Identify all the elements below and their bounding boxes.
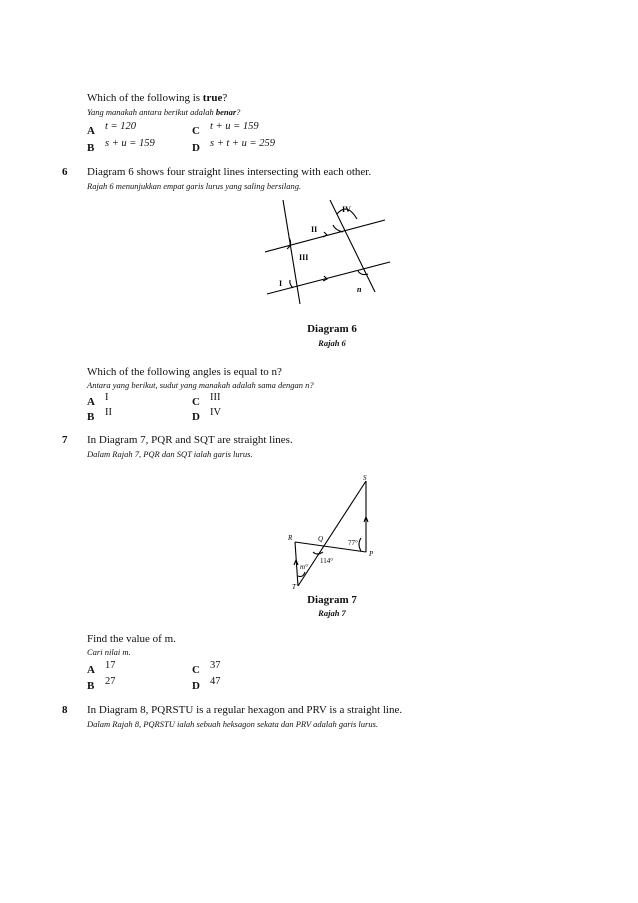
q6-question-translation: Antara yang berikut, sudut yang manakah adalah sama dengan n?	[87, 380, 314, 390]
q7-option-b[interactable]	[87, 676, 116, 694]
option-text: 17	[105, 660, 116, 671]
q7-option-d[interactable]	[192, 676, 221, 694]
q8-prompt: In Diagram 8, PQRSTU is a regular hexagon and PRV is a straight line.	[87, 704, 403, 716]
label-q: Q	[318, 535, 324, 543]
q5-translation	[87, 107, 240, 118]
line-sqt	[298, 481, 366, 586]
option-text: III	[210, 392, 221, 403]
label-t: T	[292, 583, 296, 590]
label-s: S	[363, 474, 367, 482]
q5-prompt-end: ?	[222, 92, 228, 104]
q7-translation: Dalam Rajah 7, PQR dan SQT ialah garis lurus.	[87, 449, 253, 459]
q5-prompt-text: Which of the following is	[87, 92, 203, 104]
option-letter: D	[192, 142, 200, 154]
q7-number: 7	[62, 434, 68, 446]
angle-arc-77	[359, 538, 361, 551]
label-m: m°	[300, 563, 308, 571]
option-letter: C	[192, 396, 200, 408]
label-p: P	[369, 550, 374, 558]
label-iii: III	[299, 253, 309, 262]
label-i: I	[279, 279, 283, 288]
option-letter: B	[87, 411, 95, 423]
option-letter: B	[87, 142, 95, 154]
label-n: n	[357, 285, 362, 294]
q5-translation-bold: benar	[215, 107, 237, 117]
arrow-upper	[323, 232, 327, 237]
option-text: t + u = 159	[210, 121, 259, 132]
q6-translation: Rajah 6 menunjukkan empat garis lurus yang saling bersilang.	[87, 181, 302, 191]
option-text: 37	[210, 660, 221, 671]
option-letter: C	[192, 664, 200, 676]
q6-question: Which of the following angles is equal to n?	[87, 366, 282, 378]
option-letter: A	[87, 125, 95, 137]
option-letter: D	[192, 680, 200, 692]
q6-option-b[interactable]	[87, 407, 112, 425]
diagram-6	[265, 192, 395, 304]
q5-translation-text: Yang manakah antara berikut adalah	[87, 107, 216, 117]
angle-arc-114	[313, 552, 323, 554]
diagram-6-caption: Diagram 6	[307, 323, 357, 335]
q6-prompt: Diagram 6 shows four straight lines intersecting with each other.	[87, 166, 372, 178]
option-letter: B	[87, 680, 95, 692]
q7-question-translation: Cari nilai m.	[87, 647, 131, 657]
label-r: R	[288, 534, 293, 542]
angle-arc-iii	[287, 238, 291, 249]
q6-option-d[interactable]	[192, 407, 222, 425]
angle-arc-n	[358, 271, 368, 275]
q5-option-d[interactable]	[192, 138, 276, 156]
option-text: s + u = 159	[105, 138, 155, 149]
q8-number: 8	[62, 704, 68, 716]
lower-parallel-line	[267, 262, 390, 294]
q5-option-c[interactable]	[192, 121, 259, 139]
diagram-7-caption: Diagram 7	[307, 594, 357, 606]
option-letter: C	[192, 125, 200, 137]
option-text: t = 120	[105, 121, 137, 132]
option-text: 27	[105, 676, 116, 687]
label-ii: II	[311, 225, 318, 234]
option-text: IV	[210, 407, 222, 418]
diagram-7	[285, 468, 385, 590]
q7-question: Find the value of m.	[87, 633, 176, 645]
angle-arc-ii	[333, 225, 343, 232]
q5-option-b[interactable]	[87, 138, 155, 156]
label-77: 77°	[348, 539, 358, 547]
q5-option-a[interactable]	[87, 121, 137, 139]
option-text: 47	[210, 676, 221, 687]
q5-prompt-bold: true	[202, 92, 223, 104]
option-text: s + t + u = 259	[210, 138, 276, 149]
option-text: I	[105, 392, 109, 403]
diagram-7-caption-translation: Rajah 7	[318, 608, 346, 618]
right-transversal	[330, 200, 375, 292]
q7-prompt: In Diagram 7, PQR and SQT are straight lines.	[87, 434, 293, 446]
q5-translation-end: ?	[236, 107, 241, 117]
left-transversal	[283, 200, 300, 304]
diagram-6-caption-translation: Rajah 6	[318, 338, 346, 348]
label-iv: IV	[342, 205, 351, 214]
q8-translation: Dalam Rajah 8, PQRSTU ialah sebuah heksagon sekata dan PRV adalah garis lurus.	[87, 719, 379, 729]
q5-prompt	[87, 92, 227, 105]
option-letter: A	[87, 396, 95, 408]
option-text: II	[105, 407, 112, 418]
label-114: 114°	[320, 557, 334, 565]
option-letter: A	[87, 664, 95, 676]
option-letter: D	[192, 411, 200, 423]
q6-number: 6	[62, 166, 68, 178]
angle-arc-i	[290, 280, 293, 288]
